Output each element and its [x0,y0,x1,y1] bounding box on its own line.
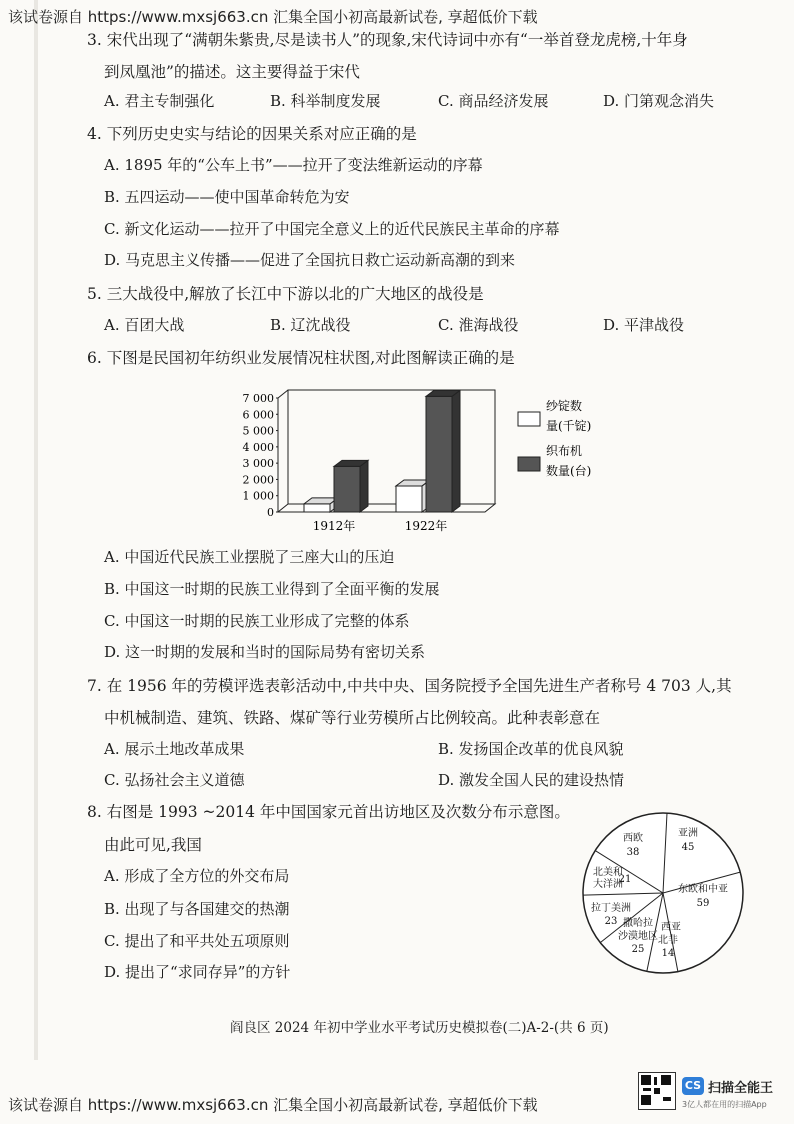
legend-label: 量(千锭) [546,419,592,433]
bar-side [452,390,460,512]
q7-stem-line1: 7. 在 1956 年的劳模评选表彰活动中,中共中央、国务院授予全国先进生产者称号 4 703 人,其 [87,677,732,695]
q3-option-a: A. 君主专制强化 [104,92,215,110]
pie-value-xiou: 38 [626,847,640,858]
pie-label-xiya-1: 西亚 [661,922,681,933]
q8-stem-line2: 由此可见,我国 [104,836,202,854]
bar-looms-1 [426,396,452,512]
pie-label-dongou: 东欧和中亚 [678,884,728,895]
bar-ytick-label: 3 000 [242,457,274,471]
q7-option-a: A. 展示土地改革成果 [104,740,245,758]
pie-value-sahara: 25 [631,944,645,955]
camscanner-tagline: 3亿人都在用的扫描App [682,1100,767,1109]
q7-option-c: C. 弘扬社会主义道德 [104,771,245,789]
q8-option-b: B. 出现了与各国建交的热潮 [104,900,290,918]
pie-label-lading: 拉丁美洲 [591,903,631,914]
q8-stem-line1: 8. 右图是 1993 ~2014 年中国国家元首出访地区及次数分布示意图。 [87,803,570,821]
bar-looms-0 [334,466,360,512]
q6-option-c: C. 中国这一时期的民族工业形成了完整的体系 [104,612,410,630]
footer-page-title: 阎良区 2024 年初中学业水平考试历史模拟卷(二)A-2-(共 6 页) [230,1020,609,1036]
pie-value-xiya: 14 [661,948,675,959]
q7-stem-line2: 中机械制造、建筑、铁路、煤矿等行业劳模所占比例较高。此种表彰意在 [104,709,601,727]
pie-value-lading: 23 [604,916,618,927]
visits-pie-chart [578,808,748,978]
q3-option-b: B. 科举制度发展 [270,92,381,110]
bar-ytick-label: 2 000 [242,473,274,487]
pie-value-beimei: 21 [618,874,632,885]
q5-option-d: D. 平津战役 [603,316,685,334]
bar-xtick-label: 1922年 [404,519,448,533]
q3-option-c: C. 商品经济发展 [438,92,549,110]
q5-option-a: A. 百团大战 [104,316,185,334]
bar-side [360,460,368,512]
bar-ytick-label: 6 000 [242,408,274,422]
bar-spindles-1 [396,486,422,512]
legend-swatch-1 [518,457,540,471]
pie-value-yazhou: 45 [681,842,695,853]
pie-label-beimei-1: 北美和 [593,867,623,878]
q7-option-d: D. 激发全国人民的建设热情 [438,771,625,789]
legend-label: 数量(台) [546,464,592,478]
bar-xtick-label: 1912年 [312,519,356,533]
bar-spindles-0 [304,504,330,512]
textile-bar-chart [230,380,650,540]
footer-source: 该试卷源自 https://www.mxsj663.cn 汇集全国小初高最新试卷, 享超低价下载 [8,1096,538,1114]
q5-option-c: C. 淮海战役 [438,316,519,334]
q6-stem: 6. 下图是民国初年纺织业发展情况柱状图,对此图解读正确的是 [87,349,515,367]
pie-label-beimei-2: 大洋洲 [593,879,623,890]
pie-label-sahara-1: 撒哈拉 [623,918,653,929]
header-source: 该试卷源自 https://www.mxsj663.cn 汇集全国小初高最新试卷, 享超低价下载 [8,8,538,26]
q4-option-a: A. 1895 年的“公车上书”——拉开了变法维新运动的序幕 [104,156,483,174]
q3-option-d: D. 门第观念消失 [603,92,715,110]
q7-option-b: B. 发扬国企改革的优良风貌 [438,740,624,758]
bar-back-wall [288,390,495,504]
q5-option-b: B. 辽沈战役 [270,316,351,334]
camscanner-name: 扫描全能王 [708,1081,774,1096]
legend-label: 织布机 [546,444,583,458]
q4-option-c: C. 新文化运动——拉开了中国完全意义上的近代民族民主革命的序幕 [104,220,560,238]
camscanner-logo: CS [682,1077,704,1095]
pie-label-yazhou: 亚洲 [678,828,698,839]
bar-ytick-label: 0 [267,506,274,519]
q4-stem: 4. 下列历史史实与结论的因果关系对应正确的是 [87,125,417,143]
q6-option-a: A. 中国近代民族工业摆脱了三座大山的压迫 [104,548,395,566]
q8-option-d: D. 提出了“求同存异”的方针 [104,963,291,981]
q4-option-b: B. 五四运动——使中国革命转危为安 [104,188,350,206]
bar-ytick-label: 7 000 [242,392,274,405]
pie-value-dongou: 59 [696,898,710,909]
bar-top-edge [278,390,288,398]
bar-ytick-label: 4 000 [242,440,274,454]
legend-label: 纱锭数 [546,399,583,413]
q3-stem-line2: 到凤凰池”的描述。这主要得益于宋代 [104,63,360,81]
q6-option-b: B. 中国这一时期的民族工业得到了全面平衡的发展 [104,580,440,598]
q5-stem: 5. 三大战役中,解放了长江中下游以北的广大地区的战役是 [87,285,484,303]
pie-label-sahara-2: 沙漠地区 [618,931,658,942]
bar-ytick-label: 1 000 [242,489,274,503]
q4-option-d: D. 马克思主义传播——促进了全国抗日救亡运动新高潮的到来 [104,251,516,269]
q3-stem-line1: 3. 宋代出现了“满朝朱紫贵,尽是读书人”的现象,宋代诗词中亦有“一举首登龙虎榜,十年身 [87,31,688,49]
qr-code [638,1072,676,1110]
pie-label-xiou: 西欧 [623,833,643,844]
legend-swatch-0 [518,412,540,426]
q6-option-d: D. 这一时期的发展和当时的国际局势有密切关系 [104,643,426,661]
q8-option-c: C. 提出了和平共处五项原则 [104,932,290,950]
q8-option-a: A. 形成了全方位的外交布局 [104,867,290,885]
bar-ytick-label: 5 000 [242,424,274,438]
pie-label-xiya-2: 北非 [658,935,678,946]
page-edge [34,0,38,1060]
